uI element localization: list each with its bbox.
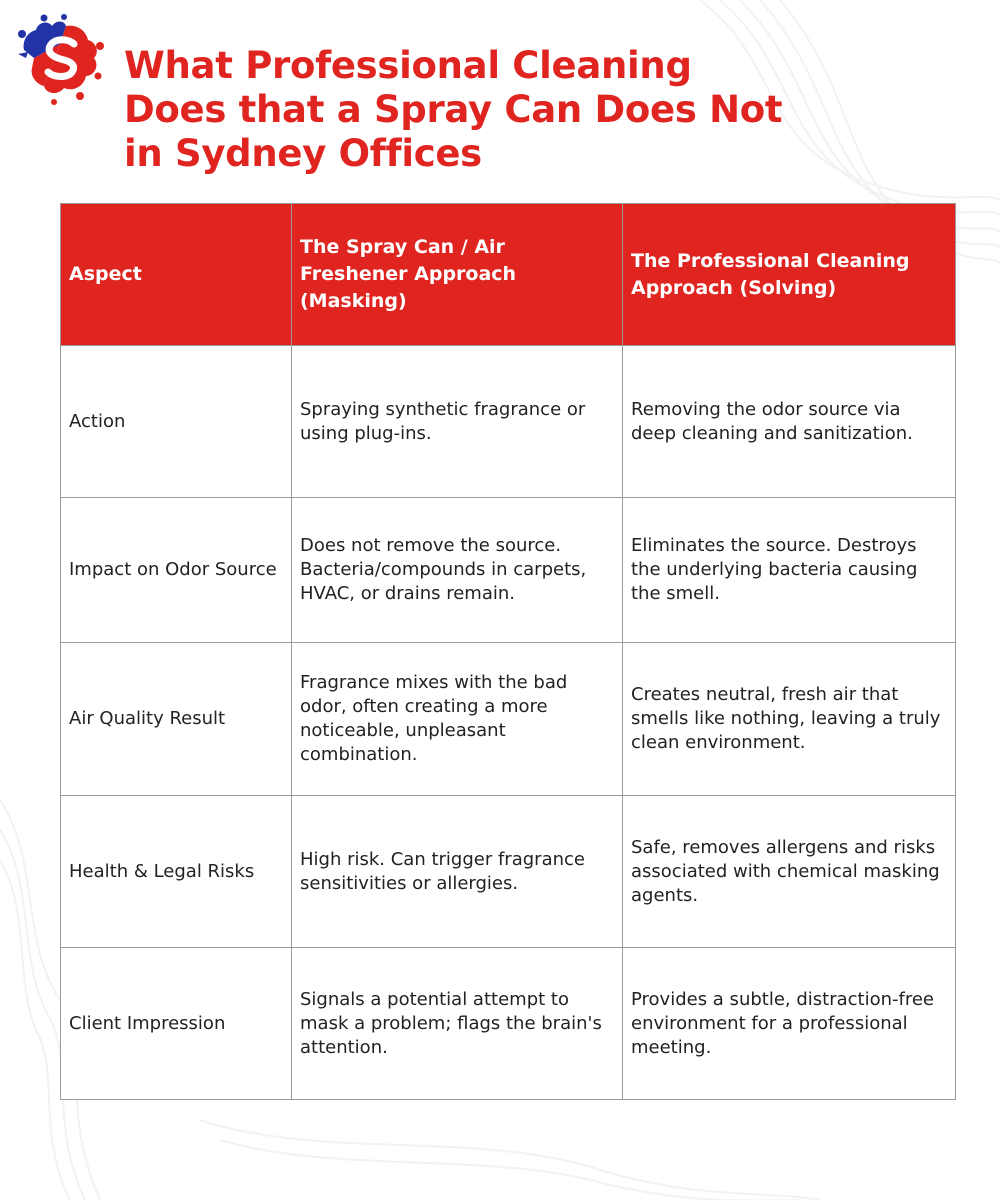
cell-spray: High risk. Can trigger fragrance sensitivities or allergies.: [292, 796, 623, 948]
cell-professional: Safe, removes allergens and risks associated with chemical masking agents.: [623, 796, 956, 948]
cell-aspect: Action: [61, 346, 292, 498]
header-professional-approach: The Professional Cleaning Approach (Solving): [623, 204, 956, 346]
cell-spray: Fragrance mixes with the bad odor, often creating a more noticeable, unpleasant combination.: [292, 643, 623, 796]
cell-aspect: Health & Legal Risks: [61, 796, 292, 948]
page-title: [124, 44, 864, 176]
cell-spray: Signals a potential attempt to mask a problem; flags the brain's attention.: [292, 948, 623, 1100]
cell-spray: Spraying synthetic fragrance or using plug-ins.: [292, 346, 623, 498]
cell-professional: Removing the odor source via deep cleaning and sanitization.: [623, 346, 956, 498]
cell-professional: Eliminates the source. Destroys the underlying bacteria causing the smell.: [623, 498, 956, 643]
header-spray-can-approach: The Spray Can / Air Freshener Approach (Masking): [292, 204, 623, 346]
cell-professional: Provides a subtle, distraction-free environment for a professional meeting.: [623, 948, 956, 1100]
cell-aspect: Air Quality Result: [61, 643, 292, 796]
title-line-2: Does that a Spray Can Does Not: [124, 88, 783, 131]
header-aspect: Aspect: [61, 204, 292, 346]
table-row: [61, 948, 956, 1100]
table-row: [61, 346, 956, 498]
cell-aspect: Impact on Odor Source: [61, 498, 292, 643]
comparison-table: [60, 203, 956, 1100]
table-row: [61, 643, 956, 796]
cell-professional: Creates neutral, fresh air that smells like nothing, leaving a truly clean environment.: [623, 643, 956, 796]
table-row: [61, 498, 956, 643]
cell-spray: Does not remove the source. Bacteria/compounds in carpets, HVAC, or drains remain.: [292, 498, 623, 643]
title-line-3: in Sydney Offices: [124, 132, 482, 175]
cell-aspect: Client Impression: [61, 948, 292, 1100]
table-header-row: [61, 204, 956, 346]
table-row: [61, 796, 956, 948]
splash-s-logo-icon: [14, 14, 106, 106]
title-line-1: What Professional Cleaning: [124, 44, 692, 87]
